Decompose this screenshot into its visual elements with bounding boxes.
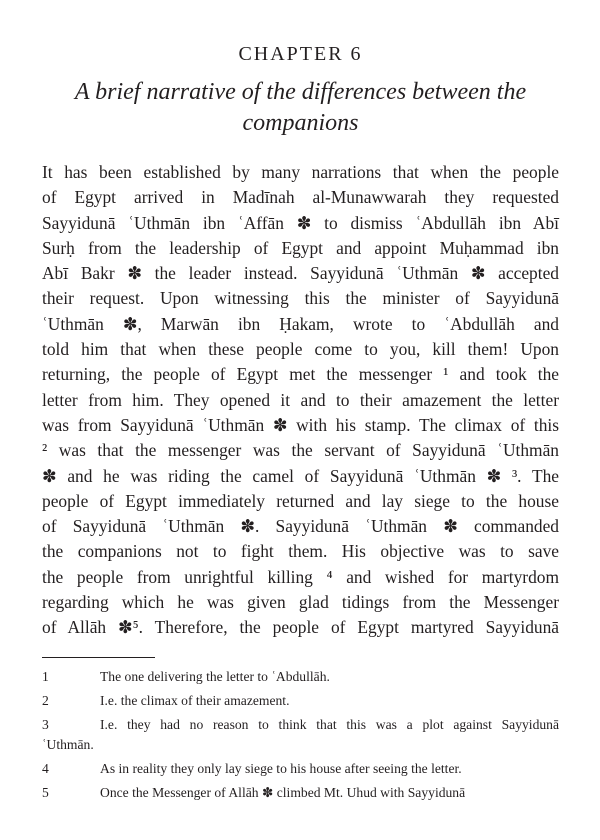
chapter-title-line: companions — [242, 110, 359, 136]
body-line: ² was that the messenger was the servant of Sayyidunā ʿUthmān — [42, 440, 559, 461]
body-line: their request. Upon witnessing this the minister of Sayyidunā — [42, 288, 559, 309]
footnote-text: Once the Messenger of Allāh ✽ climbed Mt. Uhud with Sayyidunā — [100, 785, 466, 800]
footnote-text: I.e. the climax of their amazement. — [100, 693, 290, 708]
body-line: ʿUthmān ✽, Marwān ibn Ḥakam, wrote to ʿAbdullāh and — [42, 313, 559, 334]
body-line: the people from unrightful killing ⁴ and wished for martyrdom — [42, 566, 559, 587]
body-line: letter from him. They opened it and to their amazement the letter — [42, 389, 559, 410]
body-line: Sayyidunā ʿUthmān ibn ʿAffān ✽ to dismiss ʿAbdullāh ibn Abī — [42, 212, 559, 233]
footnote-text: As in reality they only lay siege to his house after seeing the letter. — [100, 761, 462, 776]
body-line: of Egypt arrived in Madīnah al-Munawwarah they requested — [42, 187, 559, 208]
footnote-text-continued: ʿUthmān. — [42, 737, 94, 752]
footnote-text: I.e. they had no reason to think that this was a plot against Sayyidunā — [100, 717, 559, 732]
body-line: Surḥ from the leadership of Egypt and appoint Muḥammad ibn — [42, 237, 559, 258]
body-line: Abī Bakr ✽ the leader instead. Sayyidunā ʿUthmān ✽ accepted — [42, 263, 559, 284]
body-line: of Allāh ✽⁵. Therefore, the people of Egypt martyred Sayyidunā — [42, 617, 559, 638]
footnote — [42, 667, 559, 687]
book-page — [42, 0, 559, 840]
chapter-number: CHAPTER 6 — [238, 43, 363, 65]
body-line: told him that when these people come to you, kill them! Upon — [42, 339, 559, 360]
footnote-number: 3 — [42, 717, 49, 732]
footnote-separator — [42, 657, 155, 658]
footnote — [42, 759, 559, 779]
footnotes — [42, 667, 559, 807]
chapter-title-line: A brief narrative of the differences between the — [74, 79, 527, 105]
footnote — [42, 715, 559, 755]
footnote-number: 4 — [42, 761, 49, 776]
body-line: people of Egypt immediately returned and lay siege to the house — [42, 490, 559, 511]
body-line: It has been established by many narrations that when the people — [42, 162, 559, 182]
body-line: of Sayyidunā ʿUthmān ✽. Sayyidunā ʿUthmān ✽ commanded — [42, 516, 559, 537]
body-line: ✽ and he was riding the camel of Sayyidunā ʿUthmān ✽ ³. The — [42, 465, 559, 486]
body-line: the companions not to fight them. His objective was to save — [42, 541, 559, 562]
footnote — [42, 783, 559, 803]
footnote-number: 2 — [42, 693, 49, 708]
body-line: regarding which he was given glad tidings from the Messenger — [42, 592, 559, 613]
body-line: was from Sayyidunā ʿUthmān ✽ with his stamp. The climax of this — [42, 414, 559, 435]
footnote-number: 1 — [42, 669, 49, 684]
footnote — [42, 691, 559, 711]
body-paragraph — [42, 160, 559, 641]
footnote-number: 5 — [42, 785, 49, 800]
footnote-text: The one delivering the letter to ʿAbdullāh. — [100, 669, 330, 684]
chapter-title — [42, 77, 559, 139]
body-line: returning, the people of Egypt met the messenger ¹ and took the — [42, 364, 559, 385]
